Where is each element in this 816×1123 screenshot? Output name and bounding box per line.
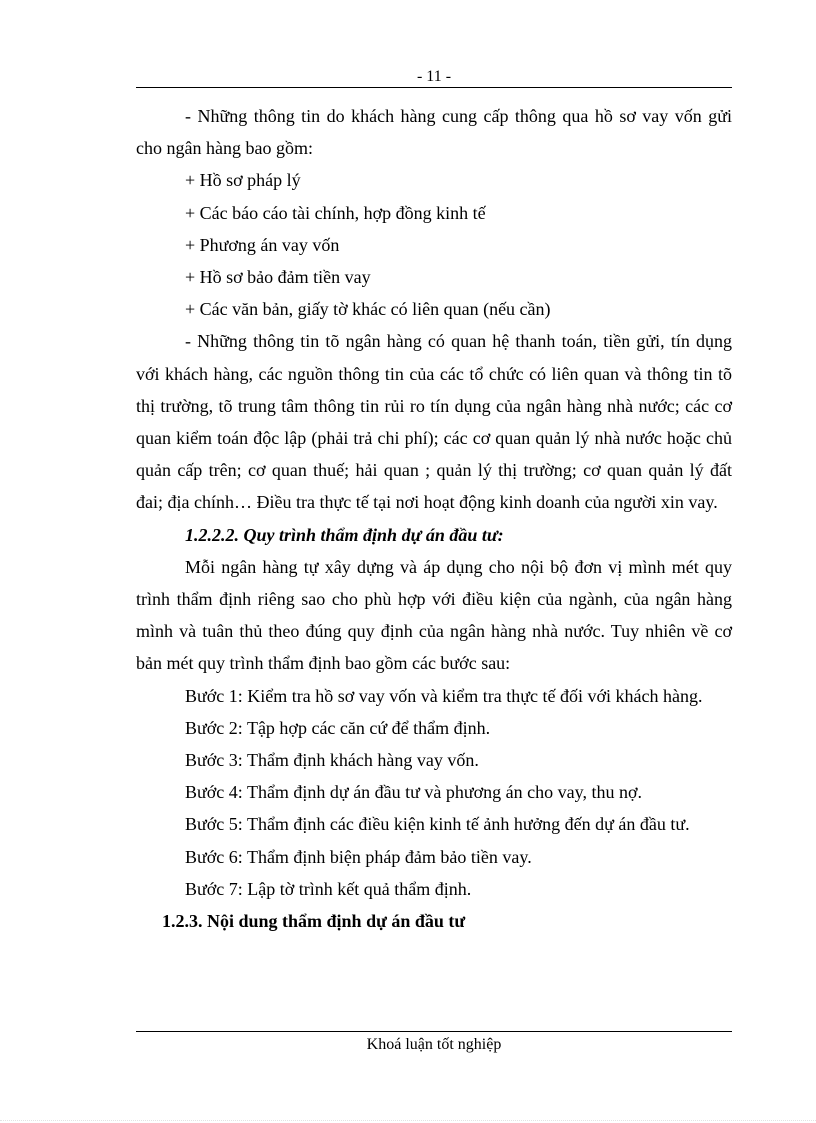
step-item: Bước 6: Thẩm định biện pháp đảm bảo tiền vay. — [185, 846, 532, 867]
list-item: + Các báo cáo tài chính, hợp đồng kinh tế — [185, 202, 486, 223]
paragraph: - Những thông tin tõ ngân hàng có quan hệ thanh toán, tiền gửi, tín dụng với khách hàng, các nguồn thông tin của các tổ chức có liên quan và thông tin tõ thị trường, tõ trung tâm thông tin rủi ro tín dụng của ngân hàng nhà nước; các cơ quan kiểm toán độc lập (phải trả chi phí); các cơ quan quản lý nhà nước hoặc chủ quản cấp trên; cơ quan thuế; hải quan ; quản lý thị trường; cơ quan quản lý đất đai; địa chính… Điều tra thực tế tại nơi hoạt động kinh doanh của người xin vay. — [136, 331, 732, 513]
list-item: + Phương án vay vốn — [185, 234, 340, 255]
step-item: Bước 1: Kiểm tra hồ sơ vay vốn và kiểm tra thực tế đối với khách hàng. — [185, 685, 703, 706]
step-item: Bước 7: Lập tờ trình kết quả thẩm định. — [185, 878, 472, 899]
document-body — [136, 100, 732, 937]
list-item: + Các văn bản, giấy tờ khác có liên quan (nếu cần) — [185, 299, 551, 320]
page-edge — [0, 1120, 816, 1121]
step-item: Bước 3: Thẩm định khách hàng vay vốn. — [185, 750, 479, 771]
footer-text: Khoá luận tốt nghiệp — [366, 1036, 502, 1053]
list-item: + Hồ sơ bảo đảm tiền vay — [185, 267, 371, 288]
page-number: - 11 - — [416, 68, 452, 85]
step-item: Bước 5: Thẩm định các điều kiện kinh tế ảnh hưởng đến dự án đầu tư. — [185, 814, 690, 835]
step-item: Bước 4: Thẩm định dự án đầu tư và phương án cho vay, thu nợ. — [185, 782, 643, 803]
header-rule — [136, 87, 732, 88]
footer-rule — [136, 1031, 732, 1032]
step-item: Bước 2: Tập hợp các căn cứ để thẩm định. — [185, 717, 491, 738]
paragraph: - Những thông tin do khách hàng cung cấp thông qua hồ sơ vay vốn gửi cho ngân hàng bao gồm: — [136, 106, 732, 159]
list-item: + Hồ sơ pháp lý — [185, 170, 301, 191]
paragraph: Mỗi ngân hàng tự xây dựng và áp dụng cho nội bộ đơn vị mình mét quy trình thẩm định riêng sao cho phù hợp với điều kiện của ngành, của ngân hàng mình và tuân thủ theo đúng quy định của ngân hàng nhà nước. Tuy nhiên về cơ bản mét quy trình thẩm định bao gồm các bước sau: — [136, 556, 732, 674]
section-heading: 1.2.3. Nội dung thẩm định dự án đầu tư — [162, 911, 466, 932]
section-heading: 1.2.2.2. Quy trình thẩm định dự án đầu tư: — [185, 524, 504, 545]
